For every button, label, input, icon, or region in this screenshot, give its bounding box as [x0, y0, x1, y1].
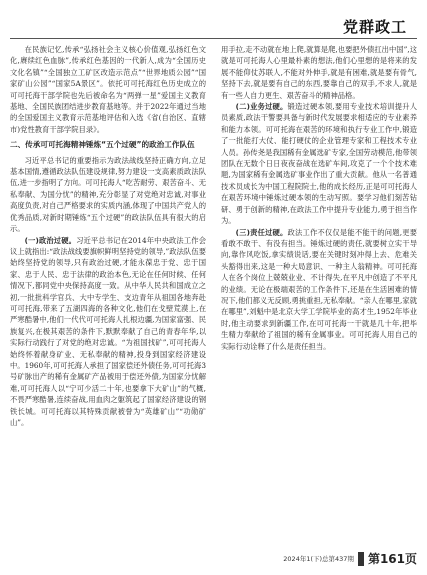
section-heading: 二、传承可可托海精神锤炼“五个过硬”的政治工作队伍: [10, 140, 195, 150]
page-number: 第161页: [367, 552, 417, 566]
paragraph: 在民族记忆,传承“弘扬社会主义核心价值观,弘扬红色文化,赓续红色血脉”,传承红色基因的一代新人,成为“全国历史文化名镇”“全国独立工矿区改造示范点”“世界地质公园”“国家矿山公园”“国家5A景区”。依托可可托海红色历史成立的可可托海干部学院也先后被命名为“两弹一星”爱国主义教育基地、全国民族团结进步教育基地等。并于2022年通过当地的全国爱国主义教育示范基地评估和入选《省(自治区、直辖市)党性教育干部学院目录》。: [10, 45, 206, 134]
right-column: [221, 44, 417, 352]
footer-bar: [358, 552, 364, 566]
paragraph-lead: (三)责任过硬。: [235, 227, 288, 237]
paragraph: [10, 235, 206, 429]
paragraph-lead: (一)政治过硬。: [24, 235, 77, 245]
page-footer: [283, 550, 417, 567]
paragraph: 习近平总书记的重要指示为政法战线坚持正确方向,立足基本国情,遵循政法队伍建设规律,努力建设一支高素质政法队伍,进一步指明了方向。可可托海人“吃苦耐劳、艰苦奋斗、无私奉献、为国分忧”的精神,充分彰显了对党绝对忠诚,对事业高度负责,对自己严格要求的实质内涵,体现了中国共产党人的优秀品质,对新时期锤炼“五个过硬”的政法队伍具有很大的启示。: [10, 155, 206, 234]
paragraph-lead: (二)业务过硬。: [235, 102, 288, 112]
paragraph-body: 政法工作不仅仅是能不能干的问题,更要看敢不敢干、有没有担当。锤炼过硬的责任,就要树立实干导向,靠作风吃饭,拿实绩说话,要在关键时刻冲得上去、危难关头豁得出来,这是一种大局意识、一种主人翁精神。可可托海人在各个岗位上兢兢业业、不计得失,在平凡中创造了不平凡的业绩。无论在极端艰苦的工作条件下,还是在生活困难的情况下,他们都义无反顾,勇挑重担,无私奉献。“亲人在哪里,家就在哪里”,刘魁中是北京大学工学院毕业的高才生,1952年毕业时,他主动要求到新疆工作,在可可托海一干就是几十年,把毕生精力奉献给了祖国的稀有金属事业。可可托海人用自己的实际行动诠释了什么是责任担当。: [221, 227, 417, 351]
header-divider: [10, 38, 417, 39]
paragraph-body: 锻造过硬本领,要用专业技术培训提升人员素质,政法干警要具备与新时代发展要求相适应的专业素养和能力本领。可可托海在艰苦的环境和执行专业工作中,锻造了一批能打大仗、能打硬仗的企业管理专家和工程技术专业人员。孙传尧是我国稀有金属选矿专家,全国劳动模范,他带领团队在无数个日日夜夜奋战在选矿车间,攻克了一个个技术难题,为国家稀有金属选矿事业作出了重大贡献。他从一名普通技术员成长为中国工程院院士,他的成长经历,正是可可托海人在艰苦环境中锤炼过硬本领的生动写照。要学习他们刻苦钻研、勇于创新的精神,在政法工作中提升专业能力,勇于担当作为。: [221, 102, 417, 226]
paragraph: [221, 227, 417, 352]
paragraph-body: 习近平总书记在2014年中央政法工作会议上就指出:“政法战线要旗帜鲜明坚持党的领导,”政法队伍要始终坚持党的领导,只有政治过硬,才能永葆忠于党、忠于国家、忠于人民、忠于法律的政治本色,无论在任何时候、任何情况下,都同党中央保持高度一致。从中华人民共和国成立之初,一批批科学官兵、大中专学生、支边青年从祖国各地奔赴可可托海,带来了五湖四海的各种文化,他们在戈壁荒漠上,在严寒酷暑中,他们一代代可可托海人扎根边疆,为国家富强、民族复兴,在极其艰苦的条件下,默默奉献了自己的青春年华,以实际行动践行了对党的绝对忠诚。“为祖国找矿”,可可托海人始终怀着献身矿业、无私奉献的精神,投身到国家经济建设中。1960年,可可托海人承担了国家偿还外债任务,可可托海3号矿脉出产的稀有金属矿产品被用于偿还外债,为国家分忧解难,可可托海人以“宁可少活二十年,也要拿下大矿山”的气概,不畏严寒酷暑,连续奋战,用血肉之躯筑起了国家经济建设的钢铁长城。可可托海以其特殊贡献被誉为“英雄矿山”“功勋矿山”。: [10, 235, 206, 427]
page-header: [10, 14, 417, 38]
left-column: [10, 44, 206, 428]
paragraph: 用手拉,走不动就在地上爬,就算是爬,也要把外债扛出中国”,这就是可可托海人心里最朴素的想法,他们心里想的是将来的发展不能仰仗苏联人,不能对外伸手,就是有困难,就是要有骨气,坚持下去,就是要有自己的东西,要靠自己的双手,不求人,就是有一些人自力更生、艰苦奋斗的精神品格。: [221, 45, 417, 100]
issue-info: 2024年1(下)总第437期: [283, 555, 354, 563]
section-title: 党群政工: [342, 18, 407, 36]
paragraph: [221, 101, 417, 226]
